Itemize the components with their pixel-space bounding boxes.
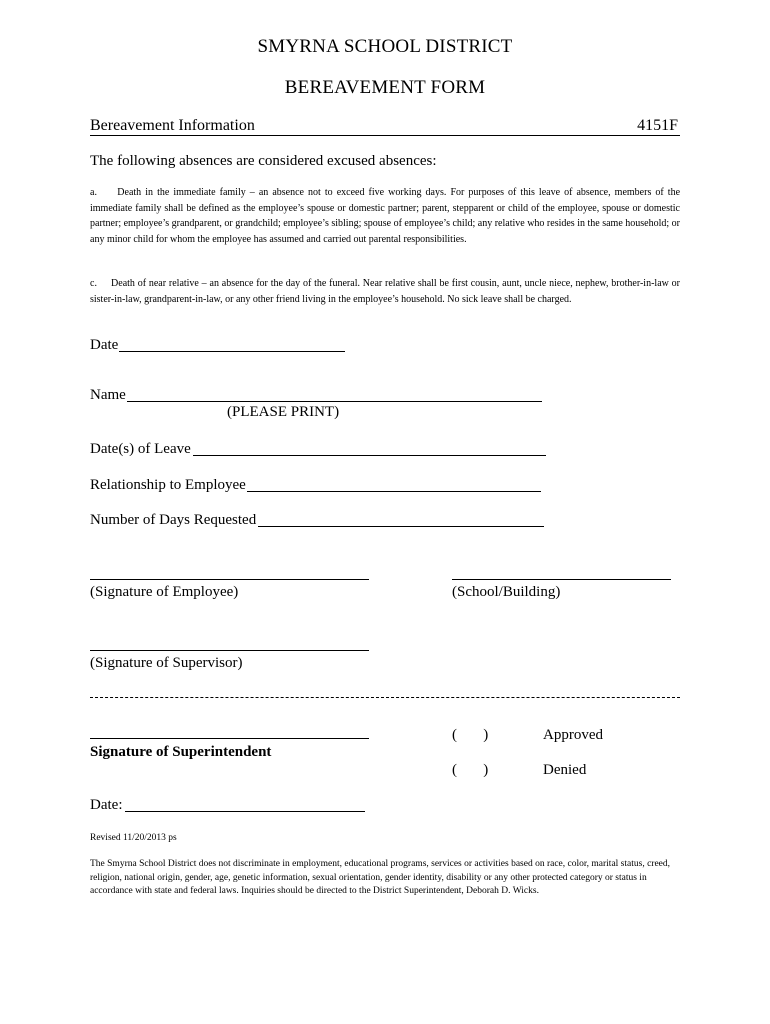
leave-dates-field[interactable] <box>193 455 546 456</box>
revised-note: Revised 11/20/2013 ps <box>90 833 177 843</box>
clause-c <box>90 276 680 307</box>
dashed-separator <box>90 697 680 698</box>
nondiscrimination-notice: The Smyrna School District does not discriminate in employment, educational programs, services or activities based on race, color, marital status, creed, religion, national origin, gender, age, genetic information, sexual orientation, gender identity, disability or any other protected category or status in accordance with state and federal laws. Inquiries should be directed to the District Superintendent, Deborah D. Wicks. <box>90 859 671 896</box>
intro-text: The following absences are considered excused absences: <box>90 153 437 169</box>
name-label: Name <box>90 387 126 403</box>
name-hint: (PLEASE PRINT) <box>227 404 340 420</box>
date-label: Date <box>90 337 119 353</box>
leave-dates-label: Date(s) of Leave <box>90 441 191 457</box>
relationship-field[interactable] <box>247 491 541 492</box>
approved-label: Approved <box>543 727 603 743</box>
date-field[interactable] <box>119 351 345 352</box>
school-line[interactable] <box>452 579 671 580</box>
header-rule <box>90 135 680 136</box>
form-title: BEREAVEMENT FORM <box>284 77 486 98</box>
superintendent-signature-label: Signature of Superintendent <box>90 744 272 760</box>
superintendent-date-field[interactable] <box>125 811 365 812</box>
clause-a-letter: a. <box>90 187 97 198</box>
approved-checkbox[interactable]: ( ) <box>452 727 489 743</box>
supervisor-signature-label: (Signature of Supervisor) <box>90 655 243 671</box>
school-label: (School/Building) <box>452 584 561 600</box>
denied-label: Denied <box>543 762 587 778</box>
form-number: 4151F <box>637 117 678 134</box>
clause-a-text: Death in the immediate family – an absence not to exceed five working days. For purposes of this leave of absence, members of the immediate family shall be defined as the employee’s spouse or domestic partner; parent, stepparent or child of the employee, spouse or domestic partner; employee’s grandparent, or grandchild; employee’s sibling; spouse of employee’s child; any relative who resides in the same household; or any minor child for whom the employee has assumed and carried out parental responsibilities. <box>90 187 681 245</box>
clause-c-text: Death of near relative – an absence for the day of the funeral. Near relative shall be first cousin, aunt, uncle niece, nephew, brother-in-law or sister-in-law, grandparent-in-law, or any other friend living in the employee’s household. No sick leave shall be charged. <box>90 278 681 305</box>
employee-signature-line[interactable] <box>90 579 369 580</box>
clause-c-letter: c. <box>90 278 97 289</box>
relationship-label: Relationship to Employee <box>90 477 246 493</box>
employee-signature-label: (Signature of Employee) <box>90 584 239 600</box>
clause-a <box>90 185 680 247</box>
superintendent-date-label: Date: <box>90 797 123 813</box>
superintendent-signature-line[interactable] <box>90 738 369 739</box>
section-title: Bereavement Information <box>90 117 255 134</box>
district-name: SMYRNA SCHOOL DISTRICT <box>257 36 513 57</box>
supervisor-signature-line[interactable] <box>90 650 369 651</box>
days-label: Number of Days Requested <box>90 512 257 528</box>
name-field[interactable] <box>127 401 542 402</box>
denied-checkbox[interactable]: ( ) <box>452 762 489 778</box>
days-field[interactable] <box>258 526 544 527</box>
